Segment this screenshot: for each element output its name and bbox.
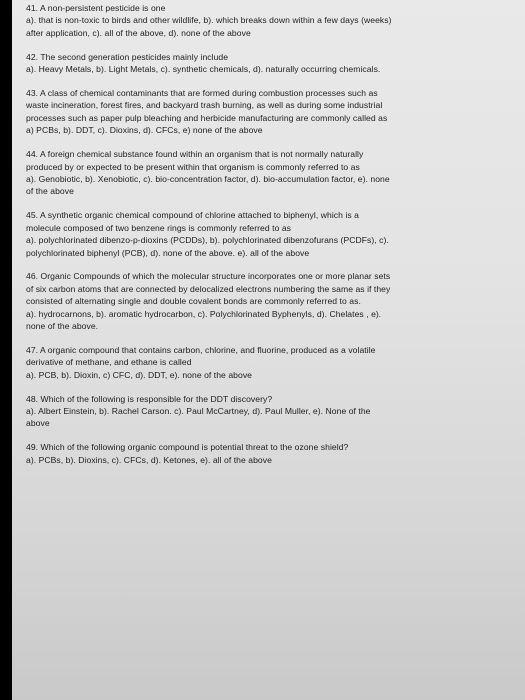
question-line: a). Albert Einstein, b). Rachel Carson. c). Paul McCartney, d). Paul Muller, e). None of the	[26, 406, 371, 417]
question-block	[26, 393, 491, 430]
question-line: above	[26, 418, 50, 429]
document-page	[12, 0, 525, 700]
question-text: 48. Which of the following is responsible for the DDT discovery?	[26, 393, 273, 404]
question-line: polychlorinated biphenyl (PCB), d). none of the above. e). all of the above	[26, 247, 310, 258]
question-line: a). polychlorinated dibenzo-p-dioxins (PCDDs), b). polychlorinated dibenzofurans (PCDFs), c).	[26, 235, 389, 246]
question-line: produced by or expected to be present within that organism is commonly referred to as	[26, 161, 360, 172]
question-block	[26, 87, 491, 137]
question-line: a). PCB, b). Dioxin, c) CFC, d). DDT, e). none of the above	[26, 369, 252, 380]
question-text: 47. A organic compound that contains carbon, chlorine, and fluorine, produced as a volatile	[26, 344, 376, 355]
question-line: a) PCBs, b). DDT, c). Dioxins, d). CFCs, e) none of the above	[26, 125, 263, 136]
question-block	[26, 441, 491, 466]
question-block	[26, 344, 491, 381]
question-block	[26, 270, 491, 332]
question-list	[26, 2, 491, 478]
question-line: derivative of methane, and ethane is called	[26, 357, 192, 368]
question-line: a). PCBs, b). Dioxins, c). CFCs, d). Ketones, e). all of the above	[26, 454, 272, 465]
question-line: consisted of alternating single and double covalent bonds are commonly referred to as.	[26, 296, 361, 307]
question-text: 41. A non-persistent pesticide is one	[26, 3, 166, 13]
question-line: a). hydrocarnons, b). aromatic hydrocarbon, c). Polychlorinated Byphenyls, d). Chelates , e).	[26, 308, 382, 319]
question-line: a). that is non-toxic to birds and other wildlife, b). which breaks down within a few days (weeks)	[26, 15, 392, 26]
question-text: 43. A class of chemical contaminants that are formed during combustion processes such as	[26, 88, 378, 99]
question-line: a). Genobiotic, b). Xenobiotic, c). bio-concentration factor, d). bio-accumulation factor, e). none	[26, 173, 390, 184]
question-text: 49. Which of the following organic compound is potential threat to the ozone shield?	[26, 442, 349, 453]
question-line: a). Heavy Metals, b). Light Metals, c). synthetic chemicals, d). naturally occurring chemicals.	[26, 64, 381, 75]
question-line: none of the above.	[26, 321, 99, 332]
question-text: 46. Organic Compounds of which the molecular structure incorporates one or more planar sets	[26, 271, 391, 282]
question-block	[26, 51, 491, 76]
question-line: after application, c). all of the above, d). none of the above	[26, 27, 251, 38]
question-text: 44. A foreign chemical substance found within an organism that is not normally naturally	[26, 149, 364, 160]
question-line: waste incineration, forest fires, and backyard trash burning, as well as during some industrial	[26, 100, 383, 111]
question-line: of six carbon atoms that are connected by delocalized electrons numbering the same as if they	[26, 283, 391, 294]
question-text: 45. A synthetic organic chemical compound of chlorine attached to biphenyl, which is a	[26, 210, 359, 221]
question-text: 42. The second generation pesticides mainly include	[26, 51, 229, 62]
question-block	[26, 2, 491, 39]
question-line: processes such as paper pulp bleaching and herbicide manufacturing are commonly called as	[26, 112, 388, 123]
question-line: of the above	[26, 186, 74, 197]
question-block	[26, 148, 491, 198]
question-line: molecule composed of two benzene rings is commonly referred to as	[26, 222, 292, 233]
question-block	[26, 209, 491, 259]
